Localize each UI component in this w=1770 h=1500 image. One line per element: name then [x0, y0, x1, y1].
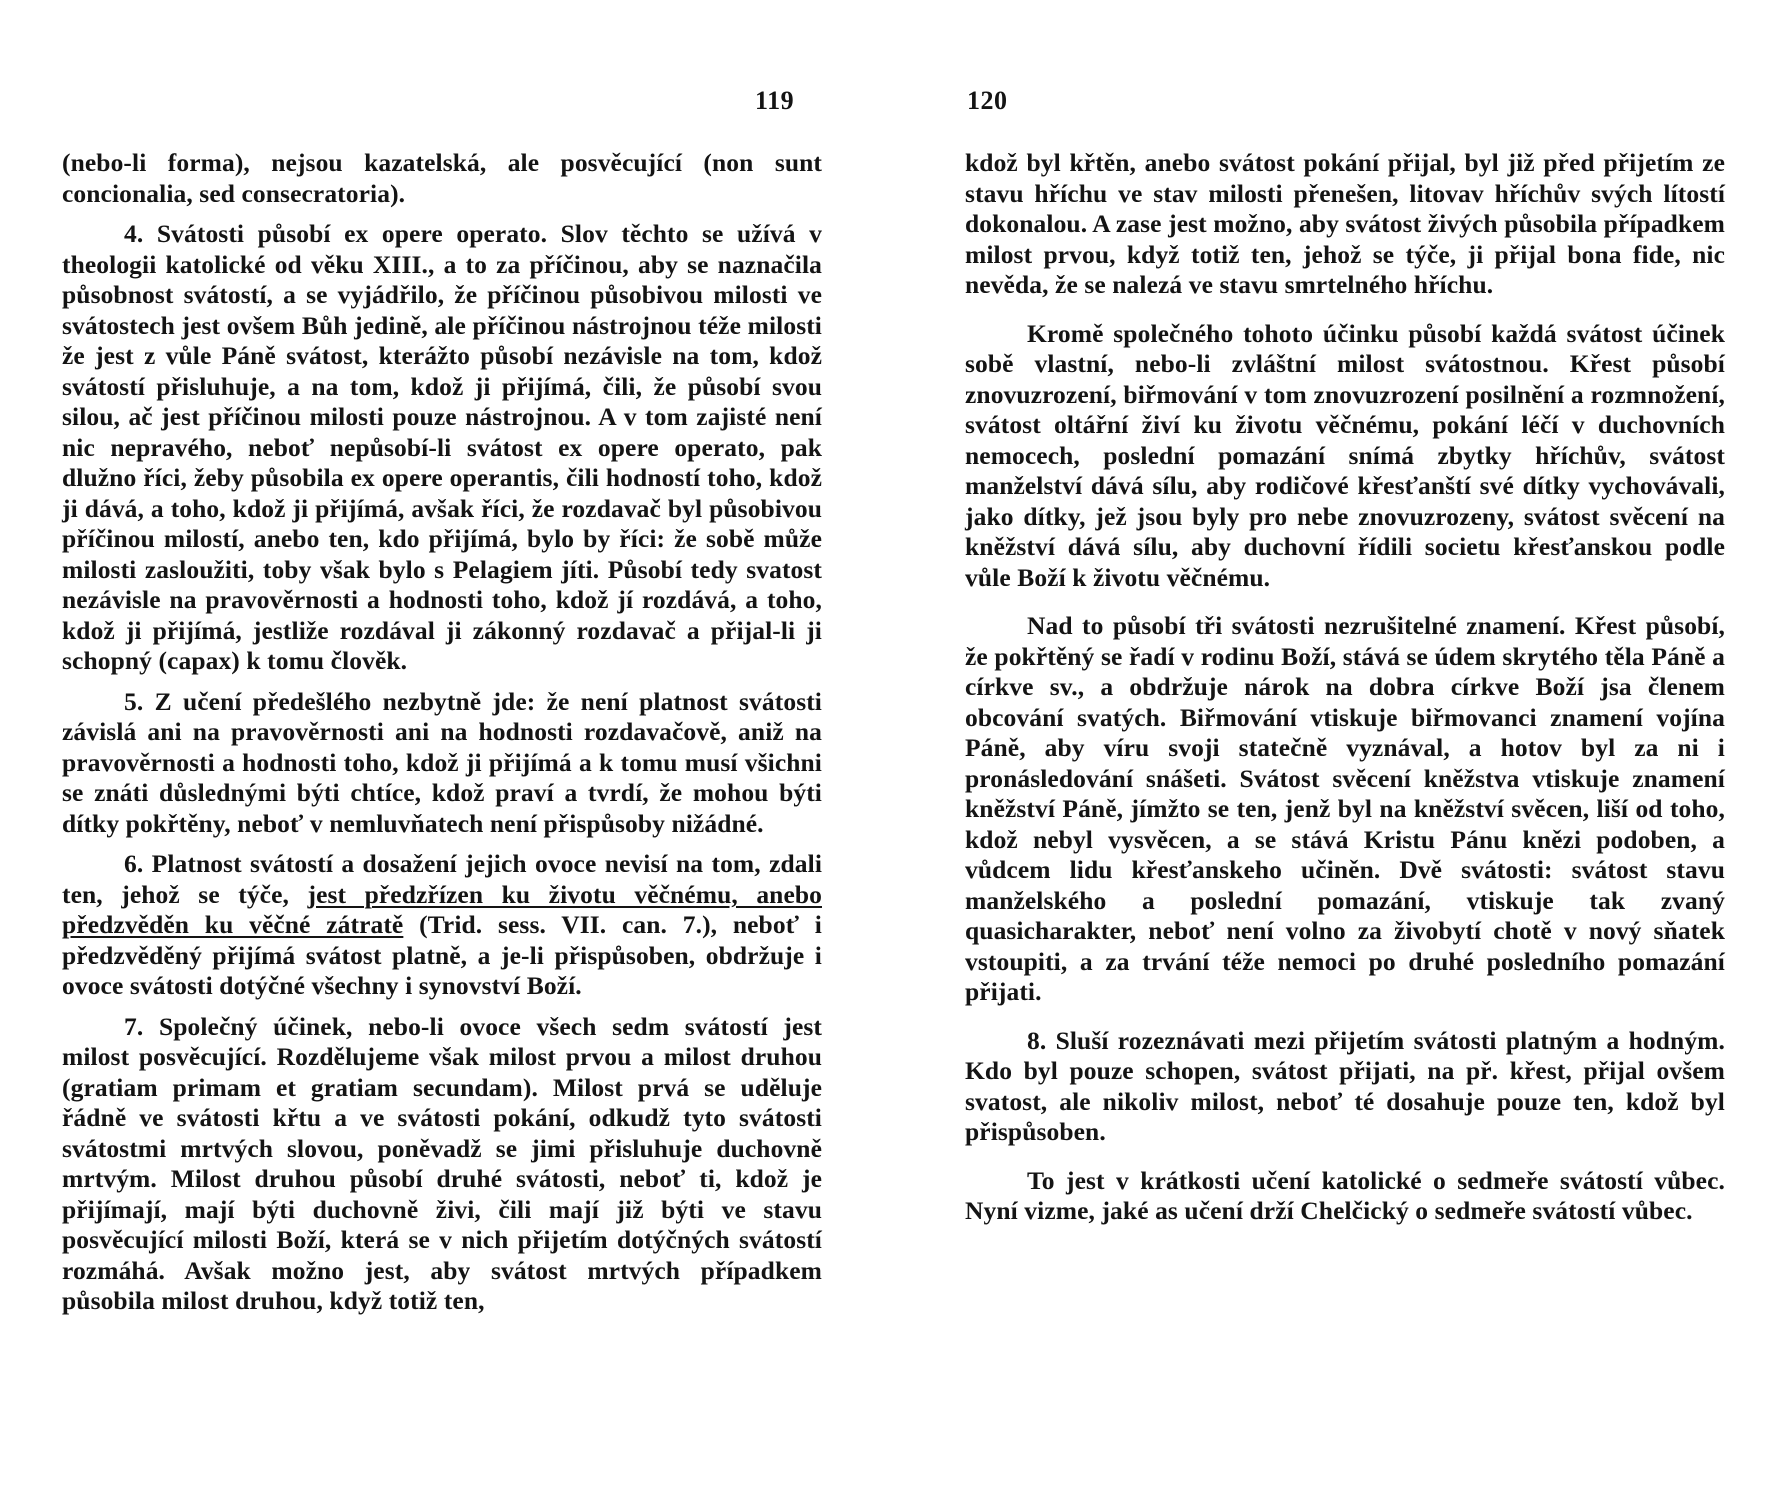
paragraph-6-lead: 6. Platnost svátostí a dosažení jejich ovoce nevisí na tom, zdali ten, jehož se týče, — [62, 849, 822, 909]
paragraph-6-tail: (Trid. sess. VII. can. 7.), neboť i předzvěděný přijímá svátost platně, a je-li přispůsoben, obdržuje i ovoce svátosti dotýčné všechny i synovství Boží. — [62, 910, 822, 1000]
paragraph-6 — [62, 849, 822, 1002]
paragraph-effects: Kromě společného tohoto účinku působí každá svátost účinek sobě vlastní, nebo-li zvláštní milost svátostnou. Křest působí znovuzrození, biřmování v tom znovuzrození posilnění a rozmnožení, svátost oltářní živí ku životu věčnému, pokání léčí v duchovních nemocech, poslední pomazání snímá zbytky hříchův, svátost manželství dává sílu, aby rodičové křesťanští své dítky vychovávali, jako dítky, jež jsou byly pro nebe znovuzrozeny, svátost svěcení na kněžství dává sílu, aby duchovní řídili societu křesťanskou podle vůle Boží k životu věčnému. — [965, 318, 1725, 592]
right-page — [885, 0, 1770, 1500]
paragraph-summary: To jest v krátkosti učení katolické o sedmeře svátostí vůbec. Nyní vizme, jaké as učení drží Chelčický o sedmeře svátostí vůbec. — [965, 1165, 1725, 1225]
paragraph-continuation: (nebo-li forma), nejsou kazatelská, ale posvěcující (non sunt concionalia, sed consecratoria). — [62, 148, 822, 208]
paragraph-continuation: kdož byl křtěn, anebo svátost pokání přijal, byl již před přijetím ze stavu hříchu ve stav milosti přenešen, litovav hříchův svých lítostí dokonalou. A zase jest možno, aby svátost živých působila případkem milost prvou, když totiž ten, jehož se týče, ji přijal bona fide, nic nevěda, že se nalezá ve stavu smrtelného hříchu. — [965, 148, 1725, 299]
page-number: 119 — [755, 86, 795, 115]
underlined-phrase: jest předzřízen ku životu věčnému, anebo předzvěděn ku věčné zátratě — [62, 879, 822, 939]
paragraph-5: 5. Z učení předešlého nezbytně jde: že není platnost svátosti závislá ani na pravověrnosti ani na hodnosti rozdavačově, aniž na pravověrnosti a hodnosti toho, kdož ji přijímá a k tomu musí všichni se znáti důslednými býti chtíce, kdož praví a tvrdí, že mohou býti dítky pokřtěny, neboť v nemluvňatech není přispůsoby nižádné. — [62, 686, 822, 838]
text-column — [62, 148, 822, 1327]
paragraph-indelible-sign: Nad to působí tři svátosti nezrušitelné znamení. Křest působí, že pokřtěný se řadí v rodinu Boží, stává se údem skrytého těla Páně a církve sv., a obdržuje nárok na dobra církve Boží jsa členem obcování svatých. Biřmování vtiskuje biřmovanci znamení vojína Páně, aby víru svoji statečně vyznával, a hotov byl za ni i pronásledování snášeti. Svátost svěcení kněžstva vtiskuje znamení kněžství Páně, jímžto se ten, jenž byl na kněžství svěcen, liší od toho, kdož nebyl vysvěcen, a se stává Kristu Pánu knězi podoben, a vůdcem lidu křesťanskeho učiněn. Dvě svátosti: svátost stavu manželského a poslední pomazání, vtiskuje tak zvaný quasicharakter, neboť není volno za živobytí chotě v nový sňatek vstoupiti, a za trvání téže nemoci po druhé posledního pomazání přijati. — [965, 611, 1725, 1006]
paragraph-4: 4. Svátosti působí ex opere operato. Slov těchto se užívá v theologii katolické od věku XIII., a to za příčinou, aby se naznačila působnost svátostí, a se vyjádřilo, že příčinou působivou milosti ve svátostech jest ovšem Bůh jedině, ale příčinou nástrojnou téže milosti že jest z vůle Páně svátost, kterážto působí nezávisle na tom, kdož svátostí přisluhuje, a na tom, kdož ji přijímá, čili, že působí svou silou, ač jest příčinou milosti pouze nástrojnou. A v tom zajisté není nic nepravého, neboť nepůsobí-li svátost ex opere operato, pak dlužno říci, žeby působila ex opere operantis, čili hodností toho, kdož ji dává, a toho, kdož ji přijímá, avšak říci, že rozdavač byl působivou příčinou milostí, anebo ten, kdo přijímá, bylo by říci: že sobě může milosti zasloužiti, toby však bylo s Pelagiem jíti. Působí tedy svatost nezávisle na pravověrnosti a hodnosti toho, kdož jí rozdává, a toho, kdož ji přijímá, jestliže rozdával ji zákonný rozdavač a přijal-li ji schopný (capax) k tomu člověk. — [62, 219, 822, 675]
page-number: 120 — [967, 86, 1008, 115]
paragraph-7: 7. Společný účinek, nebo-li ovoce všech sedm svátostí jest milost posvěcující. Rozdělujeme však milost prvou a milost druhou (gratiam primam et gratiam secundam). Milost prvá se uděluje řádně ve svátosti křtu a ve svátosti pokání, odkudž tyto svátosti svátostmi mrtvých slovou, poněvadž se jimi přisluhuje duchovně mrtvým. Milost druhou působí druhé svátosti, neboť ti, kdož je přijímají, mají býti duchovně živi, čili mají již býti ve stavu posvěcující milosti Boží, která se v nich přijetím dotýčných svátostí rozmáhá. Avšak možno jest, aby svátost mrtvých případkem působila milost druhou, když totiž ten, — [62, 1011, 822, 1315]
text-column — [965, 148, 1725, 1245]
paragraph-8: 8. Sluší rozeznávati mezi přijetím svátosti platným a hodným. Kdo byl pouze schopen, svátost přijati, na př. křest, přijal ovšem svatost, ale nikoliv milost, neboť té dosahuje pouze ten, kdož byl přispůsoben. — [965, 1025, 1725, 1146]
